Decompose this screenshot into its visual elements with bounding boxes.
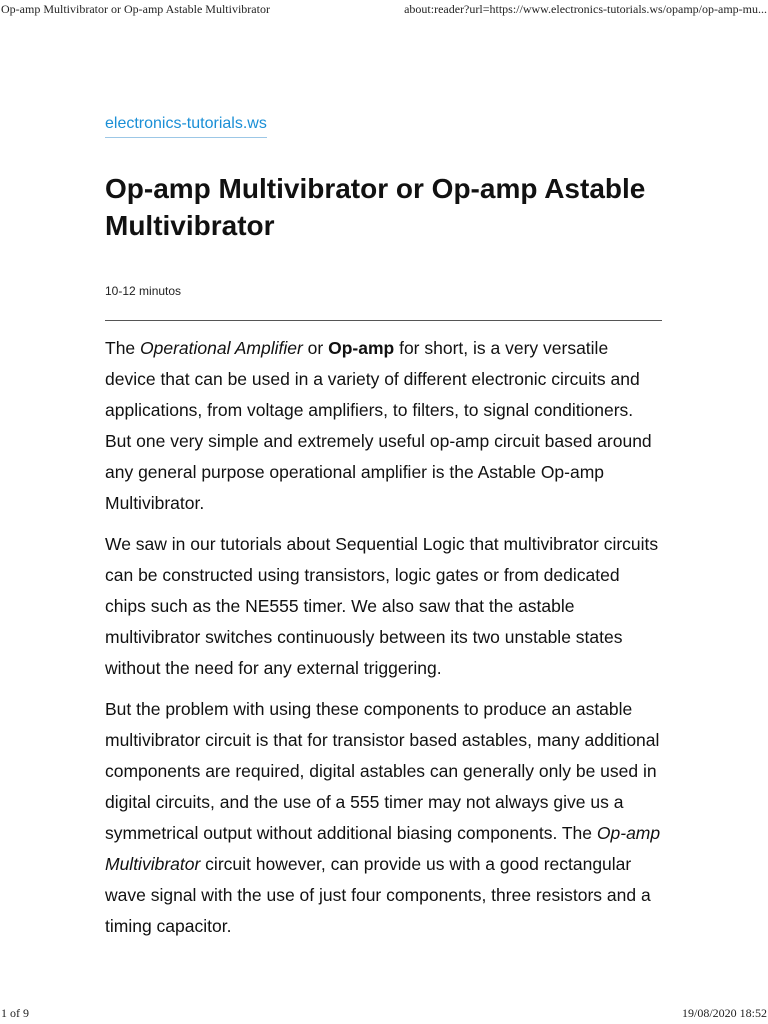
p3-text-a: But the problem with using these components to produce an astable multivibrator circuit is that for transistor based astables, many additional components are required, digital astables can generally only be used in digital circuits, and the use of a 555 timer may not always give us a symmetrical output without additional biasing components. The — [105, 699, 660, 843]
reading-time: 10-12 minutos — [105, 284, 182, 298]
p1-text-c: or — [302, 338, 329, 358]
p1-bold-op-amp: Op-amp — [328, 338, 395, 358]
article-content — [105, 333, 662, 952]
paragraph-3 — [105, 694, 662, 942]
header-divider — [105, 320, 662, 321]
print-footer — [0, 1006, 768, 1024]
p1-text-e: for short, is a very versatile device that can be used in a variety of different electronic circuits and applications, from voltage amplifiers, to filters, to signal conditioners. But one very simple and extremely useful op-amp circuit based around any general purpose operational amplifier is the Astable Op-amp Multivibrator. — [105, 338, 652, 513]
p3-italic-op-amp-multivibrator: Op-amp Multivibrator — [105, 823, 661, 874]
print-header — [0, 0, 768, 20]
p1-text-a: The — [105, 338, 141, 358]
print-datetime: 19/08/2020 18:52 — [681, 1006, 767, 1020]
paragraph-1 — [105, 333, 662, 519]
page-number: 1 of 9 — [1, 1006, 29, 1020]
p3-text-c: circuit however, can provide us with a good rectangular wave signal with the use of just four components, three resistors and a timing capacitor. — [105, 854, 651, 936]
p1-italic-operational-amplifier: Operational Amplifier — [140, 338, 303, 358]
article-title: Op-amp Multivibrator or Op-amp Astable Multivibrator — [105, 173, 646, 241]
print-header-url: about:reader?url=https://www.electronics-tutorials.ws/opamp/op-amp-mu... — [404, 2, 767, 16]
paragraph-2: We saw in our tutorials about Sequential Logic that multivibrator circuits can be constructed using transistors, logic gates or from dedicated chips such as the NE555 timer. We also saw that the astable multivibrator switches continuously between its two unstable states without the need for any external triggering. — [105, 534, 659, 678]
source-domain-link[interactable]: electronics-tutorials.ws — [105, 115, 267, 138]
print-header-title: Op-amp Multivibrator or Op-amp Astable Multivibrator — [1, 2, 270, 16]
